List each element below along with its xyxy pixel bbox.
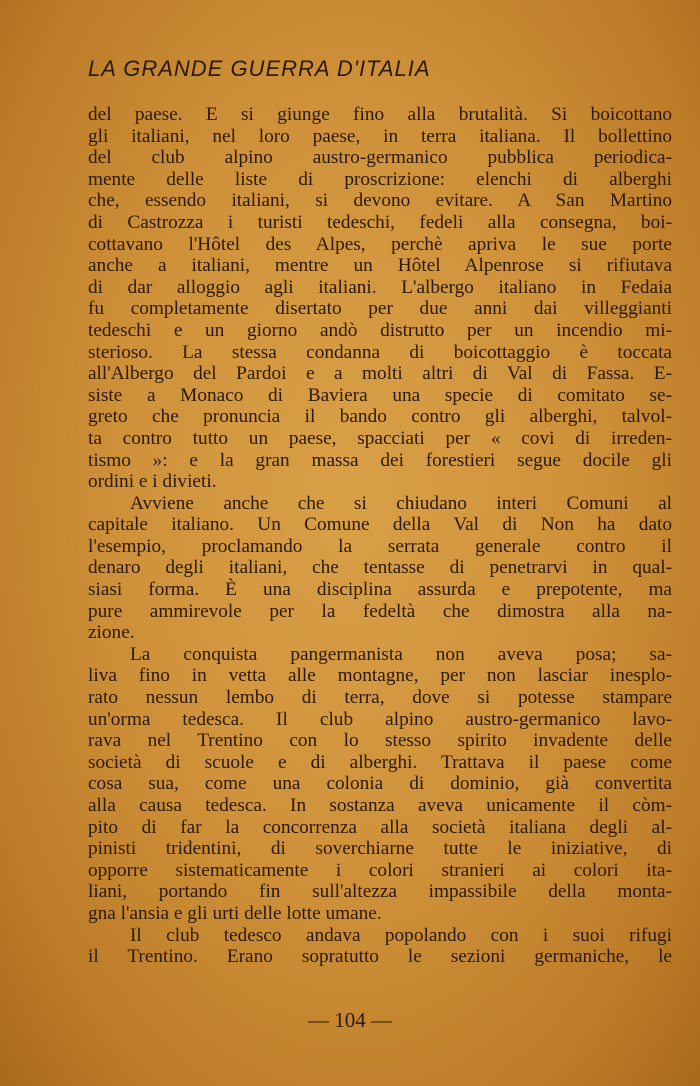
text-line: siasi forma. È una disciplina assurda e prepotente, ma [88, 579, 672, 601]
text-line: del club alpino austro-germanico pubblica periodica- [88, 147, 672, 169]
text-line: denaro degli italiani, che tentasse di penetrarvi in qual- [88, 557, 672, 579]
paragraph-4 [88, 925, 672, 968]
text-line: greto che pronuncia il bando contro gli alberghi, talvol- [88, 406, 672, 428]
text-line: fu completamente disertato per due anni dai villeggianti [88, 298, 672, 320]
text-line: l'esempio, proclamando la serrata generale contro il [88, 535, 672, 557]
text-line: un'orma tedesca. Il club alpino austro-germanico lavo- [88, 708, 672, 730]
text-line: liva fino in vetta alle montagne, per non lasciar inesplo- [88, 665, 672, 687]
text-line: cottavano l'Hôtel des Alpes, perchè apriva le sue porte [88, 233, 672, 255]
paragraph-2 [88, 493, 672, 644]
text-line: che, essendo italiani, si devono evitare. A San Martino [88, 190, 672, 212]
text-line: Il club tedesco andava popolando con i suoi rifugi [130, 924, 672, 946]
text-line: La conquista pangermanista non aveva posa; sa- [130, 643, 672, 665]
text-line: mente delle liste di proscrizione: elenchi di alberghi [88, 168, 672, 190]
text-line: del paese. E si giunge fino alla brutalità. Si boicottano [88, 104, 672, 125]
text-line: sterioso. La stessa condanna di boicottaggio è toccata [88, 341, 672, 363]
paragraph-3 [88, 644, 672, 925]
text-line: cosa sua, come una colonia di dominio, già convertita [88, 773, 672, 795]
text-line: Avviene anche che si chiudano interi Comuni al [130, 492, 672, 514]
text-line: alla causa tedesca. In sostanza aveva unicamente il còm- [88, 795, 672, 816]
text-line: zione. [88, 622, 135, 644]
text-line: il Trentino. Erano sopratutto le sezioni germaniche, le [88, 946, 672, 968]
text-line: liani, portando fin sull'altezza impassibile della monta- [88, 881, 672, 903]
text-line: rava nel Trentino con lo stesso spirito invadente delle [88, 730, 672, 752]
text-line: gli italiani, nel loro paese, in terra italiana. Il bollettino [88, 125, 672, 147]
text-line: rato nessun lembo di terra, dove si potesse stampare [88, 687, 672, 709]
text-line: siste a Monaco di Baviera una specie di comitato se- [88, 384, 672, 406]
body-text [88, 104, 672, 968]
page-number: — 104 — [308, 1008, 392, 1032]
text-line: ordini e i divieti. [88, 471, 217, 493]
text-line: ta contro tutto un paese, spacciati per « covi di irreden- [88, 427, 672, 449]
text-line: tismo »: e la gran massa dei forestieri segue docile gli [88, 449, 672, 471]
text-line: tedeschi e un giorno andò distrutto per un incendio mi- [88, 319, 672, 341]
text-line: opporre sistematicamente i colori stranieri ai colori ita- [88, 859, 672, 881]
text-line: pinisti tridentini, di soverchiarne tutte le iniziative, di [88, 838, 672, 860]
text-line: di Castrozza i turisti tedeschi, fedeli alla consegna, boi- [88, 211, 672, 233]
text-line: di dar alloggio agli italiani. L'albergo italiano in Fedaia [88, 276, 672, 298]
text-line: pure ammirevole per la fedeltà che dimostra alla na- [88, 600, 672, 622]
text-line: gna l'ansia e gli urti delle lotte umane. [88, 902, 382, 924]
text-line: pito di far la concorrenza alla società italiana degli al- [88, 816, 672, 838]
text-line: anche a italiani, mentre un Hôtel Alpenrose si rifiutava [88, 255, 672, 277]
text-line: all'Albergo del Pardoi e a molti altri di Val di Fassa. E- [88, 363, 672, 385]
running-header: LA GRANDE GUERRA D'ITALIA [88, 56, 431, 81]
paragraph-1 [88, 104, 672, 493]
text-line: capitale italiano. Un Comune della Val di Non ha dato [88, 514, 672, 536]
text-line: società di scuole e di alberghi. Trattava il paese come [88, 751, 672, 773]
